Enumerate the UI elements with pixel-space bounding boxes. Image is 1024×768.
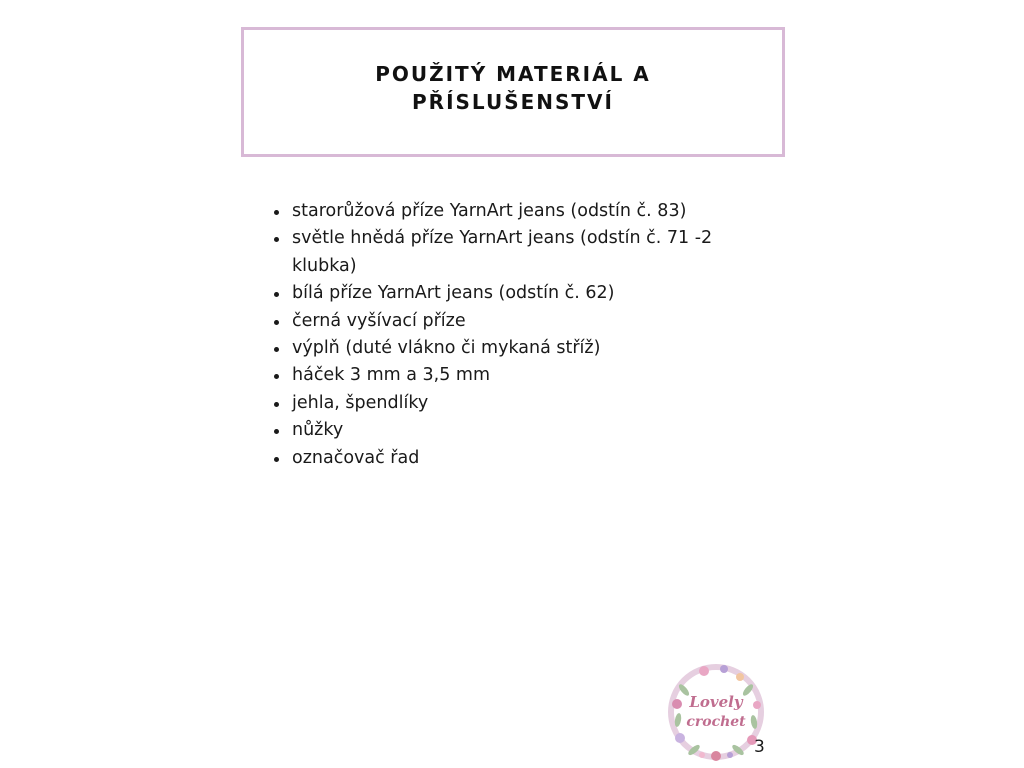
logo-wreath (671, 667, 761, 757)
bullet-icon (274, 292, 279, 297)
logo-text-line-1: Lovely (689, 693, 743, 711)
page-title (244, 60, 782, 116)
page-number: 3 (754, 737, 765, 757)
list-item-text: označovač řad (292, 447, 420, 468)
list-item (268, 362, 748, 389)
list-item (268, 280, 748, 307)
list-item (268, 225, 748, 280)
title-line-1: POUŽITÝ MATERIÁL A (375, 62, 651, 86)
materials-list (268, 198, 748, 472)
list-item-text: jehla, špendlíky (292, 392, 429, 413)
bullet-icon (274, 402, 279, 407)
list-item (268, 198, 748, 225)
logo-text-line-2: crochet (686, 714, 746, 730)
bullet-icon (274, 320, 279, 325)
title-box (241, 27, 785, 157)
title-line-2: PŘÍSLUŠENSTVÍ (412, 90, 614, 114)
bullet-icon (274, 429, 279, 434)
lovely-crochet-logo (664, 660, 768, 764)
bullet-icon (274, 347, 279, 352)
bullet-icon (274, 457, 279, 462)
list-item-text: černá vyšívací příze (292, 310, 466, 331)
list-item (268, 335, 748, 362)
bullet-icon (274, 210, 279, 215)
list-item-text: nůžky (292, 420, 344, 441)
list-item-text: výplň (duté vlákno či mykaná stříž) (292, 338, 601, 359)
list-item-text: háček 3 mm a 3,5 mm (292, 365, 491, 386)
list-item-text: starorůžová příze YarnArt jeans (odstín č. 83) (292, 201, 687, 221)
list-item (268, 445, 748, 472)
list-item (268, 308, 748, 335)
bullet-icon (274, 237, 279, 242)
list-item (268, 390, 748, 417)
list-item-text: bílá příze YarnArt jeans (odstín č. 62) (292, 283, 615, 304)
list-item-text: světle hnědá příze YarnArt jeans (odstín č. 71 -2 klubka) (292, 228, 713, 276)
bullet-icon (274, 374, 279, 379)
list-item (268, 417, 748, 444)
